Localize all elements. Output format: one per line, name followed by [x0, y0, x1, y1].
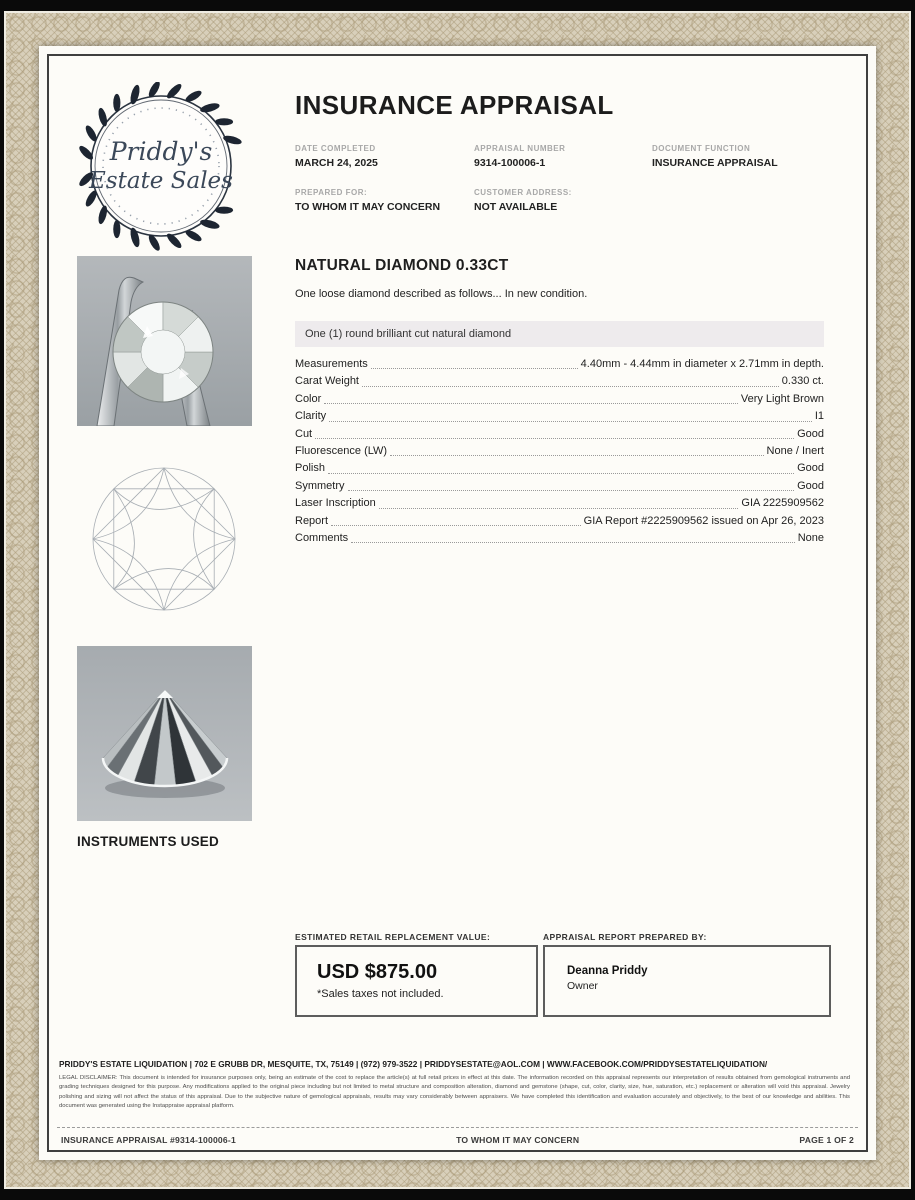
diamond-diagram [77, 454, 252, 624]
spec-value: I1 [814, 410, 824, 423]
spec-value: Good [797, 462, 824, 475]
footer-divider [57, 1127, 858, 1128]
spec-row [295, 356, 824, 373]
spec-value: 0.330 ct. [781, 375, 824, 388]
spec-row [295, 478, 824, 495]
diamond-photo-tweezers [77, 256, 252, 426]
valuation-box [295, 945, 538, 1017]
document-frame [47, 54, 868, 1152]
document-header [295, 90, 828, 213]
spec-row [295, 443, 824, 460]
spec-row [295, 460, 824, 477]
spec-value: GIA 2225909562 [741, 497, 824, 510]
spec-label: Laser Inscription [295, 497, 376, 510]
contact-info: PRIDDY'S ESTATE LIQUIDATION | 702 E GRUBB DR, MESQUITE, TX, 75149 | (972) 979-3522 | PRIDDYSESTATE@AOL.COM | WWW.FACEBOOK.COM/PRIDDYSESTATELIQUIDATION/ [59, 1059, 768, 1069]
preparer-label: APPRAISAL REPORT PREPARED BY: [543, 932, 707, 942]
spec-value: Good [797, 427, 824, 440]
dotted-leader [379, 508, 739, 509]
spec-value: None [797, 532, 824, 545]
valuation-label: ESTIMATED RETAIL REPLACEMENT VALUE: [295, 932, 491, 942]
instruments-title: INSTRUMENTS USED [77, 834, 219, 849]
company-logo [75, 82, 247, 254]
dotted-leader [329, 421, 812, 422]
field-customer-address: CUSTOMER ADDRESS: NOT AVAILABLE [474, 188, 572, 213]
dotted-leader [315, 438, 794, 439]
bottom-bar [61, 1135, 854, 1145]
bottom-appraisal-ref: INSURANCE APPRAISAL #9314-100006-1 [61, 1135, 236, 1145]
field-appraisal-number: APPRAISAL NUMBER 9314-100006-1 [474, 144, 566, 169]
dotted-leader [328, 473, 794, 474]
preparer-title: Owner [567, 980, 598, 992]
spec-label: Report [295, 514, 329, 527]
spec-label: Comments [295, 532, 349, 545]
page-title: INSURANCE APPRAISAL [295, 90, 614, 120]
spec-value: 4.40mm - 4.44mm in diameter x 2.71mm in depth. [580, 358, 824, 370]
spec-table [295, 356, 824, 547]
spec-row [295, 426, 824, 443]
spec-label: Polish [295, 462, 325, 475]
dotted-leader [362, 386, 779, 387]
logo-text-line1: Priddy's [109, 137, 213, 166]
dotted-leader [390, 455, 763, 456]
diamond-photo-loose [77, 646, 252, 821]
laurel-wreath-logo-icon [75, 82, 247, 254]
field-date-completed: DATE COMPLETED MARCH 24, 2025 [295, 144, 378, 169]
spec-row [295, 373, 824, 390]
preparer-name: Deanna Priddy [567, 965, 648, 977]
spec-label: Symmetry [295, 479, 345, 492]
spec-row [295, 408, 824, 425]
spec-label: Clarity [295, 410, 327, 423]
field-prepared-for: PREPARED FOR: TO WHOM IT MAY CONCERN [295, 188, 441, 213]
spec-label: Fluorescence (LW) [295, 445, 388, 458]
spec-value: None / Inert [766, 445, 824, 458]
dotted-leader [331, 525, 581, 526]
instruments-section [77, 834, 312, 856]
spec-value: GIA Report #2225909562 issued on Apr 26, 2023 [583, 514, 824, 527]
valuation-note: *Sales taxes not included. [317, 988, 444, 1000]
preparer-box [543, 945, 831, 1017]
dotted-leader [348, 490, 795, 491]
item-section-header: One (1) round brilliant cut natural diamond [295, 321, 824, 347]
dotted-leader [351, 542, 795, 543]
spec-row [295, 391, 824, 408]
spec-row [295, 530, 824, 547]
logo-text-line2: Estate Sales [89, 168, 233, 194]
document-paper [39, 46, 876, 1160]
spec-row [295, 495, 824, 512]
item-description: One loose diamond described as follows... In new condition. [295, 288, 588, 300]
spec-row [295, 513, 824, 530]
spec-label: Cut [295, 427, 313, 440]
spec-label: Color [295, 392, 322, 405]
dotted-leader [324, 403, 738, 404]
item-section [295, 257, 824, 547]
spec-value: Good [797, 479, 824, 492]
valuation-amount: USD $875.00 [317, 961, 438, 983]
spec-label: Carat Weight [295, 375, 359, 388]
header-fields [295, 144, 828, 213]
item-title: NATURAL DIAMOND 0.33CT [295, 257, 509, 274]
bottom-page-number: PAGE 1 OF 2 [799, 1135, 854, 1145]
spec-value: Very Light Brown [740, 392, 824, 405]
bottom-prepared-for: TO WHOM IT MAY CONCERN [456, 1135, 580, 1145]
dotted-leader [371, 368, 578, 369]
legal-disclaimer: LEGAL DISCLAIMER: This document is intended for insurance purposes only, being an estimate of the cost to replace the article(s) at full retail prices in effect at this date. The information recorded on this appraisal represents our interpretation of results obtained from gemological instruments and grading techniques designed for this purpose. Any modifications applied to the original piece including but not limited to metal structure and composition alteration, diamond and gemstone (shape, cut, color, clarity, size, hue, saturation, etc.) replacement or alteration will void this appraisal. Jewelry polishing and sizing will not affect the status of this appraisal. Due to the subjective nature of gemological appraisals, results may vary considerably between appraisers. We have completed this identification and evaluation accurately and objectively, to the best of our knowledge and abilities. This document was generated using the Instappraise appraisal platform. [59, 1075, 850, 1109]
spec-label: Measurements [295, 358, 368, 370]
field-document-function: DOCUMENT FUNCTION INSURANCE APPRAISAL [652, 144, 778, 169]
